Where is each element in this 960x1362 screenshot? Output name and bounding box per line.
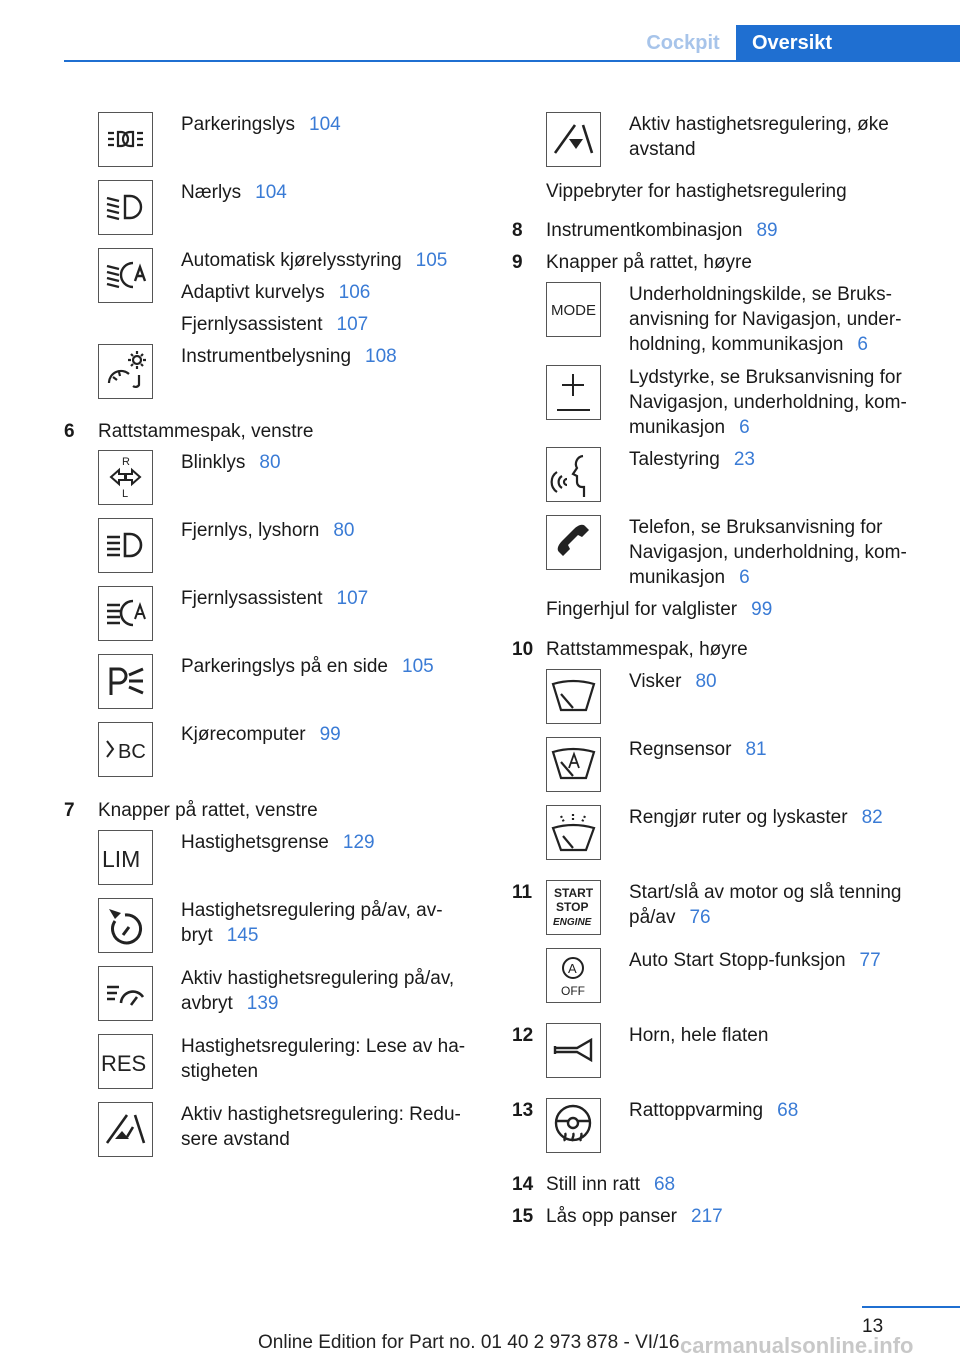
list-item: Underholdningskilde, se Bruks- anvisning for Navigasjon, under- holdning, kommunikasjon 6	[629, 284, 902, 355]
bc-icon	[98, 722, 153, 777]
section-number: 11	[512, 882, 533, 903]
svg-text:A: A	[568, 961, 577, 976]
section-number: 12	[512, 1025, 534, 1046]
list-item: Fjernlys, lyshorn 80	[181, 520, 355, 541]
res-icon	[98, 1034, 153, 1089]
page-ref-link[interactable]: 105	[415, 250, 448, 271]
list-item: Aktiv hastighetsregulering på/av, avbryt 139	[181, 968, 455, 1014]
list-item: Horn, hele flaten	[629, 1025, 769, 1046]
roadside-parking-light-icon	[98, 654, 153, 709]
rain-sensor-icon	[546, 737, 601, 792]
list-item: Aktiv hastighetsregulering, øke avstand	[629, 114, 889, 160]
list-item: Start/slå av motor og slå tenning på/av 76	[629, 882, 902, 928]
list-item: Nærlys 104	[181, 182, 287, 203]
page-ref-link[interactable]: 80	[259, 452, 281, 473]
list-item: Visker 80	[629, 671, 717, 692]
list-item: Lydstyrke, se Bruksanvisning for Navigasjon, underholdning, kom- munikasjon 6	[629, 367, 907, 438]
page-ref-link[interactable]: 129	[342, 832, 375, 853]
start-stop-icon	[546, 880, 601, 935]
svg-text:BC: BC	[118, 741, 146, 763]
svg-text:MODE: MODE	[551, 302, 596, 319]
svg-text:LIM: LIM	[102, 846, 141, 872]
page-ref-link[interactable]: 99	[319, 724, 341, 745]
section-number: 10	[512, 639, 534, 660]
svg-text:START: START	[554, 886, 594, 900]
section-number: 7	[64, 800, 75, 821]
list-item: Lås opp panser 217	[546, 1206, 723, 1227]
page-ref-link[interactable]: 89	[756, 220, 778, 241]
page-ref-link[interactable]: 6	[739, 567, 750, 588]
list-item: Kjørecomputer 99	[181, 724, 341, 745]
voice-control-icon	[546, 447, 601, 502]
section-number: 15	[512, 1206, 534, 1227]
page-ref-link[interactable]: 145	[226, 925, 259, 946]
page-ref-link[interactable]: 99	[751, 599, 773, 620]
watermark: carmanualsonline.info	[680, 1333, 914, 1358]
page-ref-link[interactable]: 80	[333, 520, 355, 541]
section-title: Knapper på rattet, venstre	[98, 800, 318, 821]
page-ref-link[interactable]: 106	[338, 282, 371, 303]
section-number: 9	[512, 252, 523, 273]
mode-icon	[546, 282, 601, 337]
list-item: Rattoppvarming 68	[629, 1100, 799, 1121]
list-item: Vippebryter for hastighetsregulering	[546, 181, 847, 202]
list-item: Instrumentbelysning 108	[181, 346, 397, 367]
section-title: Knapper på rattet, høyre	[546, 252, 752, 273]
distance-reduce-icon	[98, 1102, 153, 1157]
header-divider	[64, 60, 960, 62]
page-ref-link[interactable]: 81	[745, 739, 767, 760]
page-ref-link[interactable]: 77	[859, 950, 881, 971]
auto-headlight-icon	[98, 248, 153, 303]
active-cruise-icon	[98, 966, 153, 1021]
list-item: Talestyring 23	[629, 449, 755, 470]
list-item: Fjernlysassistent 107	[181, 588, 369, 609]
svg-text:R: R	[122, 456, 130, 468]
page-ref-link[interactable]: 105	[402, 656, 434, 677]
distance-increase-icon	[546, 112, 601, 167]
section-title: Instrumentkombinasjon 89	[546, 220, 778, 241]
high-beam-icon	[98, 518, 153, 573]
list-item: Aktiv hastighetsregulering: Redu- sere avstand	[181, 1104, 461, 1150]
wiper-icon	[546, 669, 601, 724]
section-number: 6	[64, 421, 75, 442]
phone-icon	[546, 515, 601, 570]
list-item: Fingerhjul for valglister 99	[546, 599, 773, 620]
cruise-control-icon	[98, 898, 153, 953]
page-ref-link[interactable]: 108	[365, 346, 397, 367]
page-ref-link[interactable]: 217	[691, 1206, 723, 1227]
svg-text:ENGINE: ENGINE	[553, 917, 592, 928]
instrument-lighting-icon	[98, 344, 153, 399]
page-ref-link[interactable]: 139	[246, 993, 279, 1014]
list-item: Fjernlysassistent 107	[181, 314, 369, 335]
list-item: Hastighetsregulering: Lese av ha- stigheten	[181, 1036, 466, 1082]
page-ref-link[interactable]: 104	[255, 182, 287, 203]
tab-oversikt[interactable]: Oversikt	[736, 25, 960, 61]
list-item: Auto Start Stopp-funksjon 77	[629, 950, 881, 971]
steering-heat-icon	[546, 1098, 601, 1153]
list-item: Still inn ratt 68	[546, 1174, 676, 1195]
page-ref-link[interactable]: 80	[695, 671, 717, 692]
turn-signal-icon	[98, 450, 153, 505]
section-number: 14	[512, 1174, 534, 1195]
svg-text:RES: RES	[101, 1051, 147, 1076]
horn-icon	[546, 1023, 601, 1078]
volume-icon	[546, 365, 601, 420]
list-item: Parkeringslys 104	[181, 114, 341, 135]
svg-text:OFF: OFF	[561, 984, 585, 998]
list-item: Parkeringslys på en side 105	[181, 656, 434, 677]
tab-cockpit[interactable]: Cockpit	[646, 32, 720, 54]
page-ref-link[interactable]: 107	[336, 314, 369, 335]
page-ref-link[interactable]: 68	[653, 1174, 676, 1195]
svg-text:L: L	[122, 488, 129, 500]
list-item: Telefon, se Bruksanvisning for Navigasjon, underholdning, kom- munikasjon 6	[629, 517, 907, 588]
list-item: Automatisk kjørelysstyring 105	[181, 250, 448, 271]
list-item: Adaptivt kurvelys 106	[181, 282, 371, 303]
section-number: 8	[512, 220, 523, 241]
list-item: Hastighetsgrense 129	[181, 832, 375, 853]
section-title: Rattstammespak, høyre	[546, 639, 748, 660]
page-ref-link[interactable]: 82	[861, 807, 883, 828]
page-ref-link[interactable]: 107	[336, 588, 369, 609]
auto-start-stop-off-icon	[546, 948, 601, 1003]
section-number: 13	[512, 1100, 534, 1121]
list-item: Rengjør ruter og lyskaster 82	[629, 807, 883, 828]
list-item: Blinklys 80	[181, 452, 281, 473]
page-ref-link[interactable]: 76	[689, 907, 711, 928]
page-ref-link[interactable]: 6	[857, 334, 868, 355]
svg-text:STOP: STOP	[556, 900, 589, 914]
page-ref-link[interactable]: 6	[739, 417, 750, 438]
lim-icon	[98, 830, 153, 885]
low-beam-icon	[98, 180, 153, 235]
high-beam-assistant-icon	[98, 586, 153, 641]
page-ref-link[interactable]: 23	[733, 449, 755, 470]
page-ref-link[interactable]: 68	[777, 1100, 799, 1121]
parking-lights-icon	[98, 112, 153, 167]
page-ref-link[interactable]: 104	[309, 114, 341, 135]
section-title: Rattstammespak, venstre	[98, 421, 314, 442]
list-item: Regnsensor 81	[629, 739, 767, 760]
edition-text: Online Edition for Part no. 01 40 2 973 878 - VI/16	[258, 1332, 680, 1353]
washer-icon	[546, 805, 601, 860]
footer-divider	[862, 1306, 960, 1308]
list-item: Hastighetsregulering på/av, av- bryt 145	[181, 900, 443, 946]
page-number: 13	[862, 1316, 884, 1337]
